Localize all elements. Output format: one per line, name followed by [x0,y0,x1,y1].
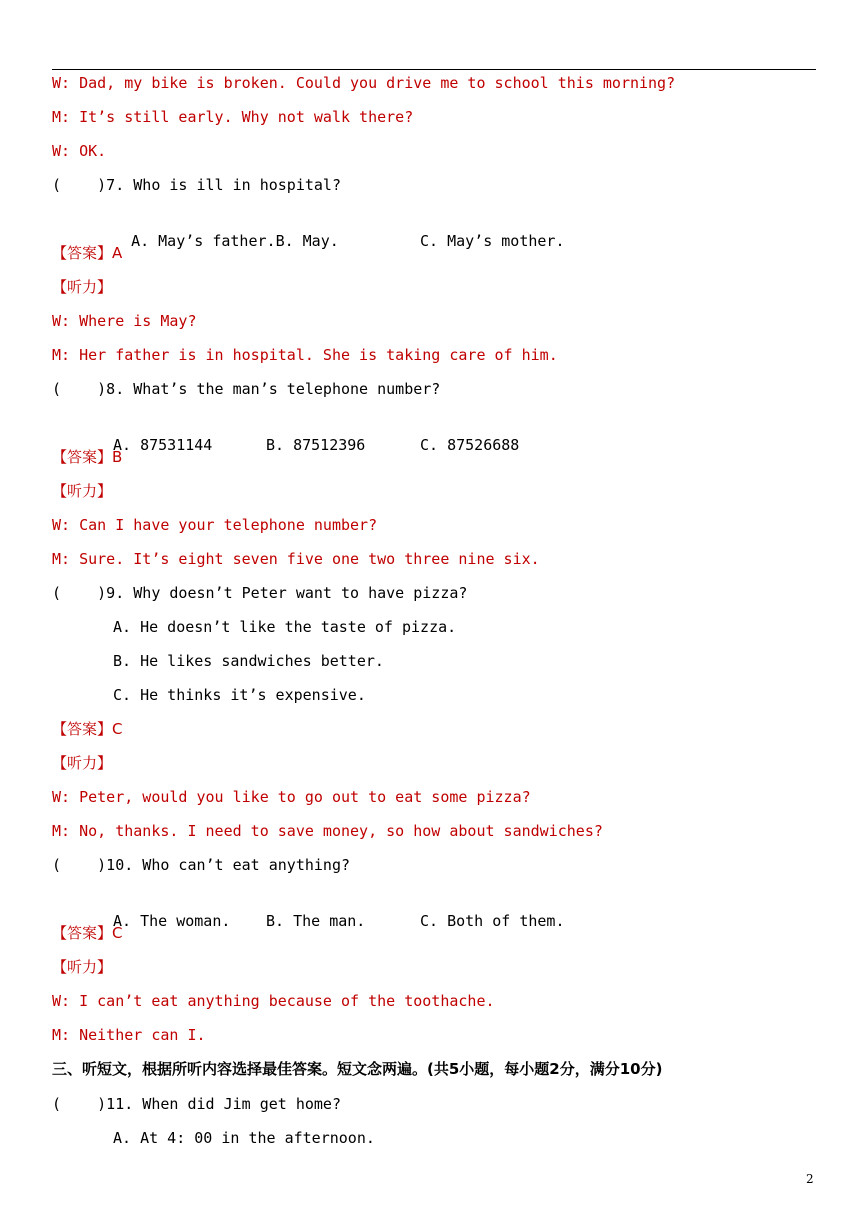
section-3-heading: 三、听短文，根据所听内容选择最佳答案。短文念两遍。(共5小题，每小题2分，满分10分) [52,1060,663,1078]
option-b: B. May. [275,232,339,250]
answer-label: 【答案】A [52,244,123,262]
question-10-options [113,888,713,930]
dialogue-line: M: Neither can I. [52,1026,206,1044]
question-7-options [113,208,565,250]
header-rule [52,69,816,70]
option-c: C. Both of them. [420,912,565,930]
listening-label: 【听力】 [52,958,113,976]
listening-label: 【听力】 [52,754,113,772]
dialogue-line: M: Sure. It’s eight seven five one two three nine six. [52,550,540,568]
question-11-stem: ( )11. When did Jim get home? [52,1095,341,1113]
dialogue-line: W: Can I have your telephone number? [52,516,378,534]
question-8-stem: ( )8. What’s the man’s telephone number? [52,380,441,398]
question-7-stem: ( )7. Who is ill in hospital? [52,176,341,194]
option-b: B. He likes sandwiches better. [113,652,384,670]
dialogue-line: W: Peter, would you like to go out to eat some pizza? [52,788,531,806]
answer-label: 【答案】C [52,924,123,942]
dialogue-line: M: Her father is in hospital. She is taking care of him. [52,346,558,364]
page-number: 2 [806,1172,814,1186]
option-c: C. May’s mother. [420,232,565,250]
option-b: B. 87512396 [266,436,366,454]
listening-label: 【听力】 [52,278,113,296]
listening-label: 【听力】 [52,482,113,500]
answer-label: 【答案】B [52,448,123,466]
option-a: A. At 4: 00 in the afternoon. [113,1129,375,1147]
option-c: C. 87526688 [420,436,520,454]
dialogue-line: W: Dad, my bike is broken. Could you drive me to school this morning? [52,74,676,92]
option-c: C. He thinks it’s expensive. [113,686,366,704]
question-8-options [113,412,713,454]
dialogue-line: W: Where is May? [52,312,197,330]
dialogue-line: M: No, thanks. I need to save money, so how about sandwiches? [52,822,603,840]
dialogue-line: W: I can’t eat anything because of the toothache. [52,992,495,1010]
option-a: A. He doesn’t like the taste of pizza. [113,618,457,636]
option-a: A. May’s father. [131,232,276,250]
question-9-stem: ( )9. Why doesn’t Peter want to have pizza? [52,584,468,602]
dialogue-line: M: It’s still early. Why not walk there? [52,108,414,126]
dialogue-line: W: OK. [52,142,107,160]
answer-label: 【答案】C [52,720,123,738]
option-b: B. The man. [266,912,366,930]
option-a: A. The woman. [113,912,231,930]
question-10-stem: ( )10. Who can’t eat anything? [52,856,351,874]
option-a: A. 87531144 [113,436,213,454]
